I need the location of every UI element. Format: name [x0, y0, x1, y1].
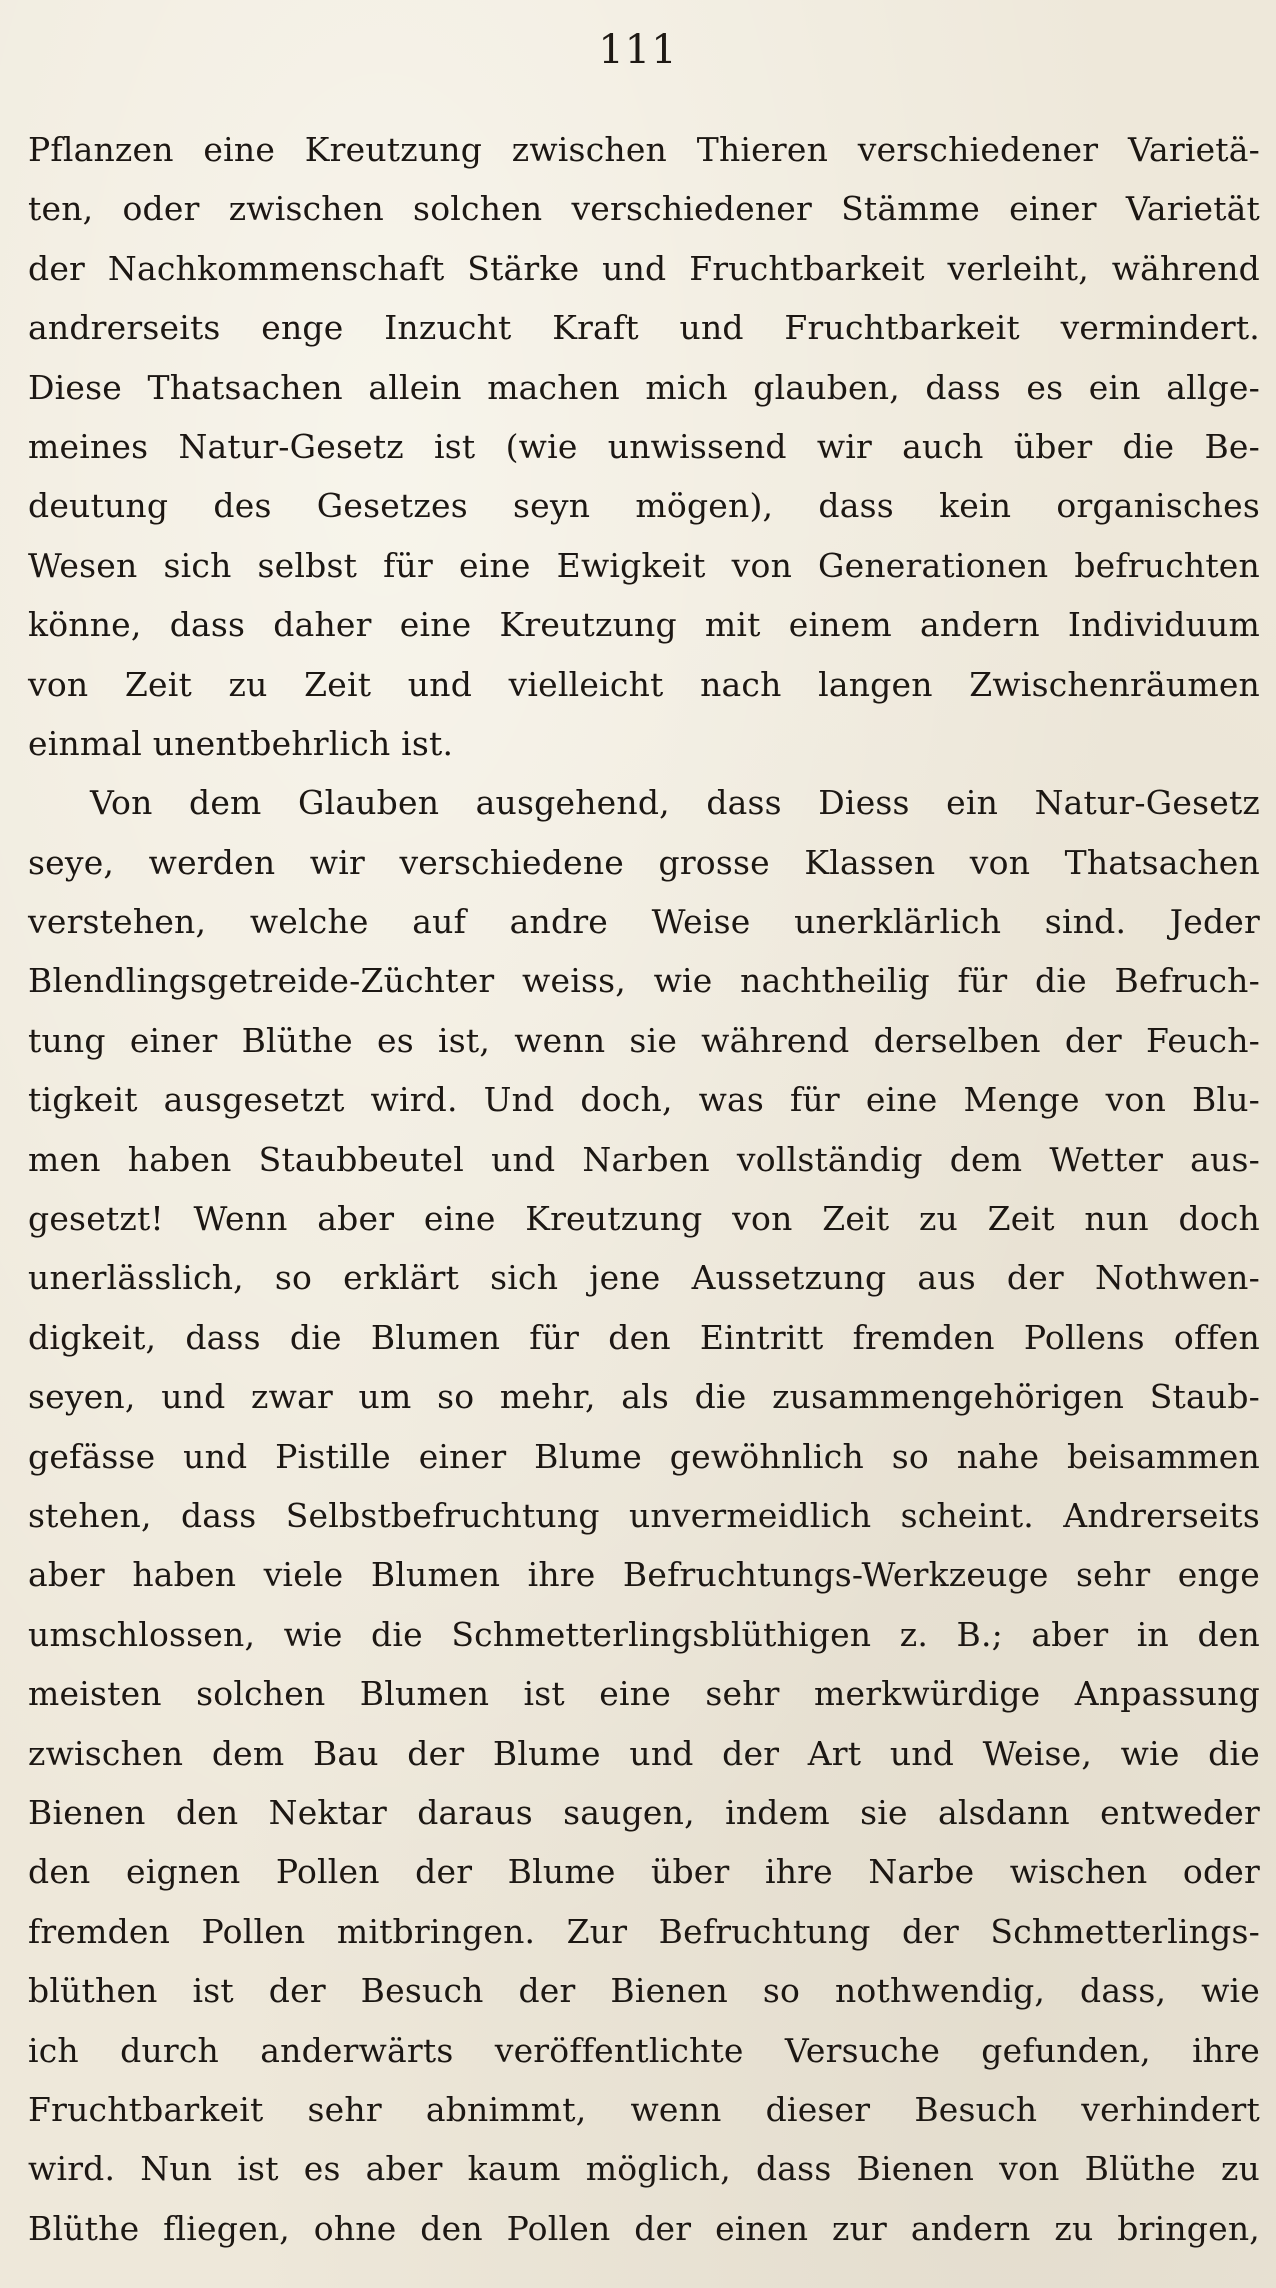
text-line: gesetzt! Wenn aber eine Kreutzung von Zeit zu Zeit nun doch	[28, 1199, 1260, 1239]
text-line: meines Natur-Gesetz ist (wie unwissend wir auch über die Be-	[28, 426, 1260, 466]
text-line: Diese Thatsachen allein machen mich glauben, dass es ein allge-	[28, 367, 1260, 407]
text-line: unerlässlich, so erklärt sich jene Aussetzung aus der Nothwen-	[28, 1258, 1260, 1298]
text-line: deutung des Gesetzes seyn mögen), dass kein organisches	[28, 486, 1260, 526]
text-line: ten, oder zwischen solchen verschiedener Stämme einer Varietät	[28, 189, 1260, 229]
text-line: tung einer Blüthe es ist, wenn sie während derselben der Feuch-	[28, 1020, 1260, 1060]
text-line: den eignen Pollen der Blume über ihre Narbe wischen oder	[28, 1852, 1260, 1892]
body-text	[28, 120, 1260, 2258]
text-line: der Nachkommenschaft Stärke und Fruchtbarkeit verleiht, während	[28, 248, 1260, 288]
text-line: blüthen ist der Besuch der Bienen so nothwendig, dass, wie	[28, 1971, 1260, 2011]
text-line: tigkeit ausgesetzt wird. Und doch, was für eine Menge von Blu-	[28, 1080, 1260, 1120]
text-line: zwischen dem Bau der Blume und der Art und Weise, wie die	[28, 1733, 1260, 1773]
page-number: 111	[598, 27, 678, 73]
text-line: men haben Staubbeutel und Narben vollständig dem Wetter aus-	[28, 1139, 1260, 1179]
text-line: seyen, und zwar um so mehr, als die zusammengehörigen Staub-	[28, 1377, 1260, 1417]
text-line: fremden Pollen mitbringen. Zur Befruchtung der Schmetterlings-	[28, 1911, 1260, 1951]
text-line: gefässe und Pistille einer Blume gewöhnlich so nahe beisammen	[28, 1436, 1260, 1476]
text-line: meisten solchen Blumen ist eine sehr merkwürdige Anpassung	[28, 1674, 1260, 1714]
text-line: einmal unentbehrlich ist.	[28, 723, 454, 763]
text-line: aber haben viele Blumen ihre Befruchtungs-Werkzeuge sehr enge	[28, 1555, 1260, 1595]
text-line: seye, werden wir verschiedene grosse Klassen von Thatsachen	[28, 842, 1260, 882]
text-line: stehen, dass Selbstbefruchtung unvermeidlich scheint. Andrerseits	[28, 1495, 1260, 1535]
text-line: Fruchtbarkeit sehr abnimmt, wenn dieser Besuch verhindert	[28, 2089, 1260, 2129]
text-line: könne, dass daher eine Kreutzung mit einem andern Individuum	[28, 605, 1260, 645]
text-line: Von dem Glauben ausgehend, dass Diess ein Natur-Gesetz	[90, 783, 1260, 823]
text-line: Blüthe fliegen, ohne den Pollen der einen zur andern zu bringen,	[28, 2208, 1260, 2248]
text-line: Pflanzen eine Kreutzung zwischen Thieren verschiedener Varietä-	[28, 130, 1260, 169]
text-line: ich durch anderwärts veröffentlichte Versuche gefunden, ihre	[28, 2030, 1260, 2070]
text-line: umschlossen, wie die Schmetterlingsblüthigen z. B.; aber in den	[28, 1614, 1260, 1654]
text-line: verstehen, welche auf andre Weise unerklärlich sind. Jeder	[28, 902, 1260, 942]
text-line: Wesen sich selbst für eine Ewigkeit von Generationen befruchten	[28, 545, 1260, 585]
text-line: wird. Nun ist es aber kaum möglich, dass Bienen von Blüthe zu	[28, 2149, 1260, 2189]
text-line: digkeit, dass die Blumen für den Eintritt fremden Pollens offen	[28, 1317, 1260, 1357]
text-line: von Zeit zu Zeit und vielleicht nach langen Zwischenräumen	[28, 664, 1260, 704]
text-line: andrerseits enge Inzucht Kraft und Fruchtbarkeit vermindert.	[28, 308, 1260, 348]
text-line: Bienen den Nektar daraus saugen, indem sie alsdann entweder	[28, 1792, 1260, 1832]
text-line: Blendlingsgetreide-Züchter weiss, wie nachtheilig für die Befruch-	[28, 961, 1260, 1001]
